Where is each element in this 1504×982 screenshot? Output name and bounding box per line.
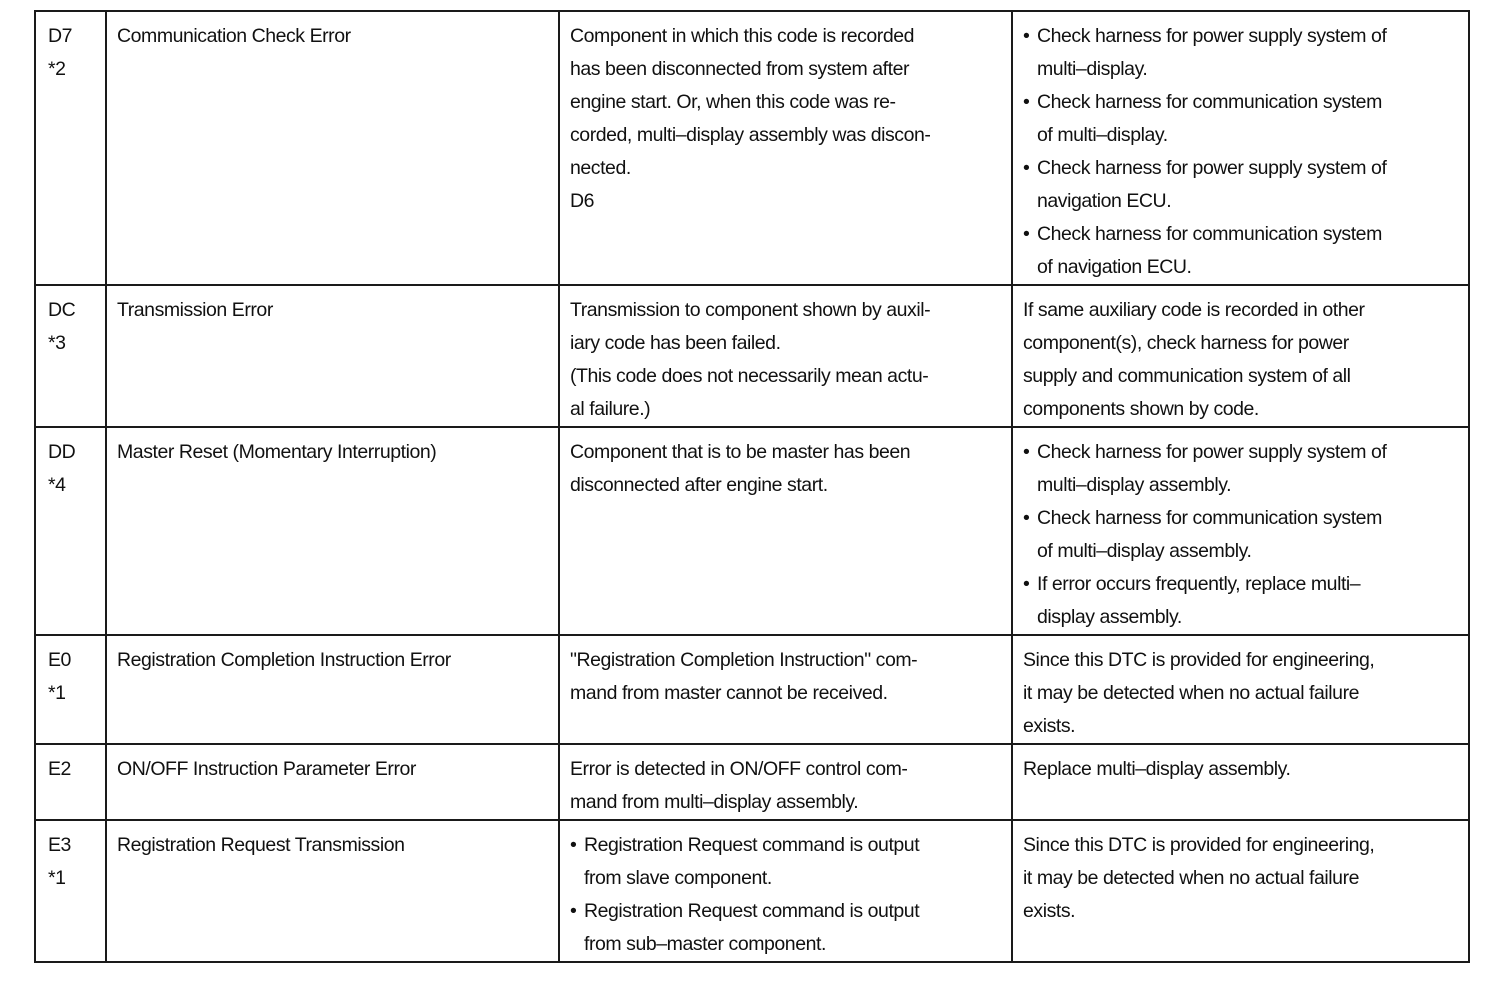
condition-line: al failure.) [570, 398, 651, 420]
dtc-code: DD [48, 441, 76, 463]
action-line: exists. [1023, 715, 1076, 737]
dtc-note: *4 [48, 474, 66, 496]
dtc-action-cell [1012, 744, 1469, 820]
dtc-action-cell [1012, 285, 1469, 427]
list-item: • Registration Request command is output from sub–master component. [570, 895, 1001, 961]
dtc-name: Communication Check Error [117, 25, 351, 47]
condition-line: iary code has been failed. [570, 332, 781, 354]
dtc-condition-cell [559, 820, 1012, 962]
dtc-name-cell [106, 285, 559, 427]
list-item: • Check harness for communication system of navigation ECU. [1023, 218, 1458, 284]
condition-line: "Registration Completion Instruction" com- [570, 649, 918, 671]
dtc-condition-cell [559, 635, 1012, 744]
dtc-table [34, 10, 1470, 963]
dtc-code: E2 [48, 758, 71, 780]
dtc-condition-cell [559, 427, 1012, 635]
list-item: • Check harness for communication system of multi–display assembly. [1023, 502, 1458, 568]
dtc-note: *2 [48, 58, 66, 80]
dtc-condition-cell [559, 11, 1012, 285]
dtc-action-cell [1012, 427, 1469, 635]
condition-line: (This code does not necessarily mean actu- [570, 365, 929, 387]
action-line: it may be detected when no actual failure [1023, 867, 1360, 889]
condition-line: Error is detected in ON/OFF control com- [570, 758, 908, 780]
list-item: • Check harness for power supply system of navigation ECU. [1023, 152, 1458, 218]
action-line: components shown by code. [1023, 398, 1259, 420]
dtc-name: Registration Request Transmission [117, 834, 405, 856]
action-line: supply and communication system of all [1023, 365, 1351, 387]
dtc-name-cell [106, 427, 559, 635]
dtc-action-cell [1012, 11, 1469, 285]
action-line: component(s), check harness for power [1023, 332, 1349, 354]
condition-line: corded, multi–display assembly was discon- [570, 124, 931, 146]
condition-line: Component that is to be master has been [570, 441, 911, 463]
dtc-action-cell [1012, 635, 1469, 744]
list-item: • Check harness for power supply system of multi–display assembly. [1023, 436, 1458, 502]
table-row [35, 635, 1469, 744]
table-row [35, 11, 1469, 285]
condition-line: mand from master cannot be received. [570, 682, 888, 704]
dtc-code-cell [35, 285, 106, 427]
dtc-condition-cell [559, 744, 1012, 820]
condition-line: nected. [570, 157, 631, 179]
dtc-name-cell [106, 635, 559, 744]
dtc-code-cell [35, 635, 106, 744]
condition-line: engine start. Or, when this code was re- [570, 91, 896, 113]
action-line: If same auxiliary code is recorded in other [1023, 299, 1365, 321]
dtc-code: DC [48, 299, 76, 321]
dtc-note: *3 [48, 332, 66, 354]
dtc-action-cell [1012, 820, 1469, 962]
dtc-code: D7 [48, 25, 73, 47]
dtc-code-cell [35, 744, 106, 820]
dtc-name-cell [106, 820, 559, 962]
table-row [35, 744, 1469, 820]
condition-list [570, 829, 1001, 961]
action-line: Replace multi–display assembly. [1023, 758, 1291, 780]
action-line: exists. [1023, 900, 1076, 922]
table-row [35, 285, 1469, 427]
dtc-name: Registration Completion Instruction Error [117, 649, 451, 671]
condition-line: D6 [570, 190, 595, 212]
action-line: Since this DTC is provided for engineering, [1023, 834, 1375, 856]
dtc-code-cell [35, 11, 106, 285]
dtc-name-cell [106, 744, 559, 820]
condition-line: Component in which this code is recorded [570, 25, 915, 47]
dtc-code-cell [35, 820, 106, 962]
dtc-name: Master Reset (Momentary Interruption) [117, 441, 437, 463]
condition-line: Transmission to component shown by auxil- [570, 299, 931, 321]
condition-line: mand from multi–display assembly. [570, 791, 859, 813]
dtc-name: ON/OFF Instruction Parameter Error [117, 758, 416, 780]
action-list [1023, 20, 1458, 284]
table-row [35, 427, 1469, 635]
action-line: Since this DTC is provided for engineering, [1023, 649, 1375, 671]
table-row [35, 820, 1469, 962]
list-item: • Check harness for power supply system of multi–display. [1023, 20, 1458, 86]
condition-line: disconnected after engine start. [570, 474, 828, 496]
dtc-name: Transmission Error [117, 299, 273, 321]
dtc-code-cell [35, 427, 106, 635]
condition-line: has been disconnected from system after [570, 58, 910, 80]
action-list [1023, 436, 1458, 634]
dtc-name-cell [106, 11, 559, 285]
list-item: • Check harness for communication system of multi–display. [1023, 86, 1458, 152]
dtc-condition-cell [559, 285, 1012, 427]
dtc-code: E0 [48, 649, 71, 671]
dtc-note: *1 [48, 867, 66, 889]
dtc-note: *1 [48, 682, 66, 704]
action-line: it may be detected when no actual failure [1023, 682, 1360, 704]
list-item: • If error occurs frequently, replace multi– display assembly. [1023, 568, 1458, 634]
list-item: • Registration Request command is output from slave component. [570, 829, 1001, 895]
dtc-code: E3 [48, 834, 71, 856]
